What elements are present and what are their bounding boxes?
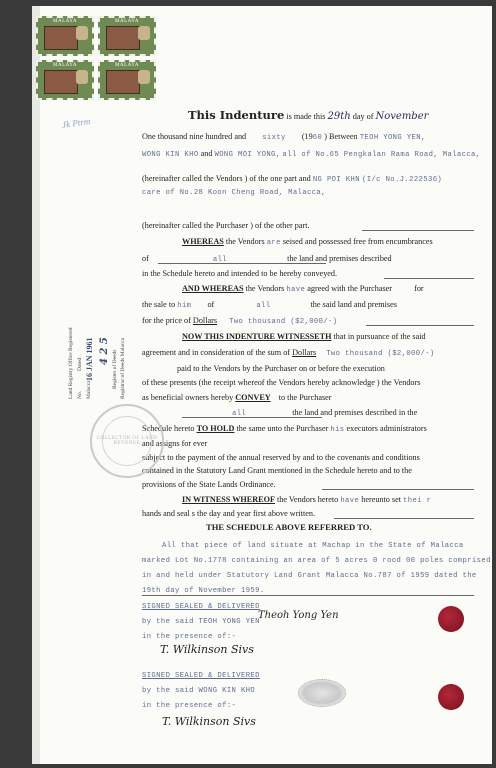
registry-folio-label: Register of Deeds <box>112 349 118 389</box>
clause-heading: NOW THIS INDENTURE WITNESSETH <box>182 332 332 341</box>
party-name: WONG KIN KHO <box>142 151 199 159</box>
witnesseth-line-5 <box>142 393 332 403</box>
party-address: all of No.65 Pengkalan Rama Road, Malacca, <box>282 151 481 159</box>
presence-2: in the presence of:- <box>142 702 237 710</box>
stamp-crest <box>76 70 88 84</box>
signed-by-2: by the said WONG KIN KHO <box>142 687 256 695</box>
month-value: November <box>375 111 429 122</box>
witnesseth-line-2 <box>142 348 435 359</box>
text: (hereinafter called the Vendors ) of the one part and <box>142 174 311 183</box>
title-line <box>188 110 428 122</box>
rule <box>384 278 474 279</box>
revenue-stamp <box>98 16 156 56</box>
text: the land and premises described <box>287 254 392 263</box>
year-words: sixty <box>262 134 286 142</box>
verb: have <box>340 497 360 505</box>
signed-by-1: by the said TEOH YONG YEN <box>142 618 260 626</box>
party-name: TEOH YONG YEN, <box>359 134 426 142</box>
rule <box>362 230 474 231</box>
text: the said land and premises <box>310 300 397 309</box>
text: for the price of <box>142 316 191 325</box>
stamp-label: MALAYA <box>115 19 139 24</box>
text: the sale to <box>142 300 176 309</box>
extent: all <box>256 302 271 310</box>
revenue-stamp <box>36 60 94 100</box>
vendor-signature-1: Theoh Yong Yen <box>258 610 339 621</box>
text: paid to the Vendors by the Purchaser on or before the execution <box>177 364 385 373</box>
schedule-line-4: 19th day of November 1959. <box>142 587 265 595</box>
text: of <box>207 300 215 309</box>
stamp-scene <box>44 26 78 50</box>
stamp-crest <box>138 70 150 84</box>
registry-no-label: No. <box>77 390 83 399</box>
rule <box>142 595 474 596</box>
document-title: This Indenture <box>188 108 285 122</box>
purchaser-ic: (I/c No.J.222536) <box>362 176 443 184</box>
witnesseth-line-10 <box>142 466 412 476</box>
year-number: 60 <box>312 134 323 142</box>
seal-text: COLLECTOR OF LAND REVENUE <box>96 436 158 446</box>
registry-endorsement <box>68 309 128 399</box>
clause-heading: IN WITNESS WHEREOF <box>182 495 275 504</box>
text: seised and possessed free from encumbrances <box>282 237 433 246</box>
witness-line-2 <box>142 509 315 519</box>
stamp-label: MALAYA <box>53 19 77 24</box>
paper-edge <box>32 6 40 764</box>
text: (19 <box>301 132 313 141</box>
text: agreed with the Purchaser <box>307 284 393 293</box>
day-value: 29th <box>327 111 351 122</box>
and-whereas-line-2 <box>142 300 397 311</box>
and-whereas-line-1 <box>182 284 424 295</box>
title-text: is made this <box>286 112 326 121</box>
extent: all <box>212 256 228 264</box>
registry-office: Land Registry Office Registered <box>68 327 74 399</box>
revenue-stamps <box>32 6 162 106</box>
stamp-scene <box>106 26 140 50</box>
price-amount: Two thousand ($2,000/-) <box>229 318 338 326</box>
registry-date-stamp: 16 JAN 1961 <box>85 337 94 381</box>
text: of <box>142 254 149 263</box>
text: the land and premises described in the <box>292 408 418 417</box>
wax-seal <box>438 684 464 710</box>
stamp-scene <box>44 70 78 94</box>
rule <box>182 417 322 418</box>
indenture-page <box>32 6 492 764</box>
witnesseth-line-7 <box>142 424 427 435</box>
thumbprint <box>298 679 346 707</box>
indenture-line-3 <box>142 174 442 185</box>
witnesseth-line-4 <box>142 378 420 388</box>
presence-1: in the presence of:- <box>142 633 237 641</box>
clause-heading: WHEREAS <box>182 237 224 246</box>
registry-dated-label: Dated <box>77 357 83 371</box>
purchaser-address: care of No.28 Koon Cheng Road, Malacca, <box>142 189 326 197</box>
operative-word: CONVEY <box>235 393 271 402</box>
rule <box>366 325 474 326</box>
text: executors administrators <box>346 424 427 433</box>
stamp-crest <box>76 26 88 40</box>
operative-word: TO HOLD <box>196 424 235 433</box>
rule <box>158 263 326 264</box>
witness-signature-2: T. Wilkinson Sivs <box>162 715 256 728</box>
indenture-line-4 <box>142 187 326 198</box>
wax-seal <box>438 606 464 632</box>
schedule-heading: THE SCHEDULE ABOVE REFERRED TO. <box>206 522 372 532</box>
text: of these presents (the receipt whereof the Vendors hereby acknowledge ) the Vendors <box>142 378 421 387</box>
witness-line-1 <box>182 495 431 506</box>
text: that in pursuance of the said <box>333 332 426 341</box>
witnesseth-line-9 <box>142 453 420 463</box>
whereas-line-1 <box>182 237 433 248</box>
schedule-line-2: marked Lot No.1778 containing an area of 5 acres 0 rood 00 poles comprised <box>142 557 491 565</box>
stamp-label: MALAYA <box>53 63 77 68</box>
text: Schedule hereto <box>142 424 195 433</box>
witnesseth-line-3 <box>177 364 385 374</box>
indenture-line-1 <box>142 132 426 143</box>
day-of-text: day of <box>352 112 374 121</box>
text: the same unto the Purchaser <box>236 424 329 433</box>
embossed-seal <box>90 404 164 478</box>
witnesseth-line-1 <box>182 332 426 342</box>
text: One thousand nine hundred and <box>142 132 247 141</box>
party-name: WONG MOI YONG, <box>214 151 281 159</box>
whereas-line-3 <box>142 269 337 279</box>
registry-folio: 4 2 5 <box>99 337 110 365</box>
rule <box>334 518 474 519</box>
text: hands and seal s the day and year first above written. <box>142 509 316 518</box>
purchaser-name: NG POI KHN <box>312 176 360 184</box>
revenue-stamp <box>98 60 156 100</box>
text: contained in the Statutory Land Grant mentioned in the Schedule hereto and to the <box>142 466 412 475</box>
and-whereas-line-3 <box>142 316 337 327</box>
witness-signature-1: T. Wilkinson Sivs <box>160 643 254 656</box>
text: to the Purchaser <box>278 393 332 402</box>
text: the Vendors <box>245 284 285 293</box>
registry-malacca: Malacca <box>86 380 92 399</box>
consideration-amount: Two thousand ($2,000/-) <box>326 350 435 358</box>
schedule-line-3: in and held under Statutory Land Grant Malacca No.787 of 1959 dated the <box>142 572 477 580</box>
text: provisions of the State Lands Ordinance. <box>142 480 276 489</box>
text: in the Schedule hereto and intended to be hereby conveyed. <box>142 269 338 278</box>
verb: have <box>286 286 306 294</box>
text: and assigns for ever <box>142 439 208 448</box>
text: and <box>200 149 213 158</box>
stamp-scene <box>106 70 140 94</box>
pencil-note: Jk Ptrm <box>61 116 91 130</box>
schedule-line-1: All that piece of land situate at Machap in the State of Malacca <box>162 542 464 550</box>
clause-heading: AND WHEREAS <box>182 284 244 293</box>
buyer-pronoun: his <box>330 426 345 434</box>
witnesseth-line-11 <box>142 480 276 490</box>
text: for <box>414 284 424 293</box>
verb: are <box>266 239 281 247</box>
text: as beneficial owners hereby <box>142 393 234 402</box>
extent: all <box>232 410 247 418</box>
buyer-pronoun: him <box>177 302 192 310</box>
signed-heading-2: SIGNED SEALED & DELIVERED <box>142 672 260 680</box>
text: subject to the payment of the annual reserved by and to the covenants and conditions <box>142 453 420 462</box>
text: hereunto set <box>361 495 402 504</box>
rule <box>322 489 474 490</box>
registrar-label: Registrar of Deeds Malacca <box>120 337 126 399</box>
text: (hereinafter called the Purchaser ) of the other part. <box>142 221 310 230</box>
pronoun: thei r <box>403 497 432 505</box>
text: the Vendors hereto <box>277 495 339 504</box>
stamp-crest <box>138 26 150 40</box>
text: the Vendors <box>225 237 265 246</box>
text: agreement and in consideration of the sum of <box>142 348 291 357</box>
signed-heading-1: SIGNED SEALED & DELIVERED <box>142 603 260 611</box>
indenture-line-2 <box>142 149 481 160</box>
currency: Dollars <box>192 316 218 325</box>
stamp-label: MALAYA <box>115 63 139 68</box>
revenue-stamp <box>36 16 94 56</box>
text: ) Between <box>324 132 358 141</box>
currency: Dollars <box>292 348 317 357</box>
indenture-line-5 <box>142 221 310 231</box>
